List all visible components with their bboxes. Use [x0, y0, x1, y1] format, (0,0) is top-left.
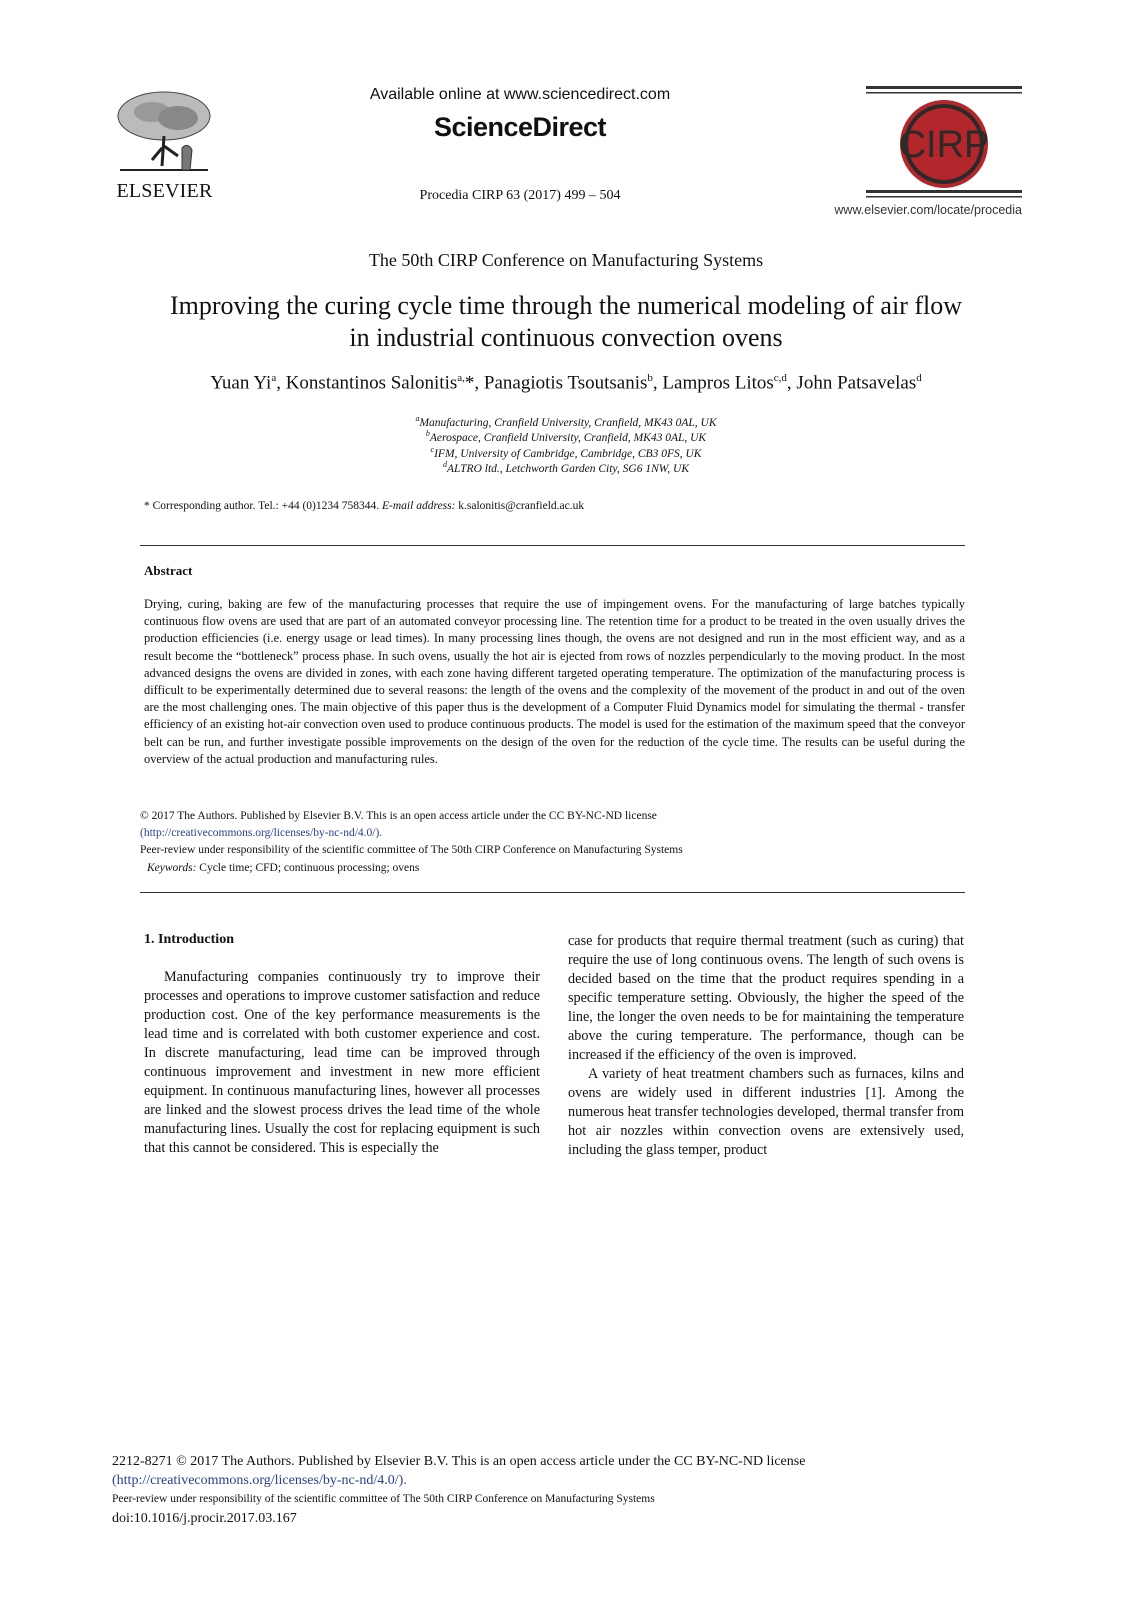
author-affil-sup: d — [916, 372, 922, 384]
affiliation — [0, 460, 1132, 475]
divider — [140, 545, 965, 546]
email-address[interactable]: k.salonitis@cranfield.ac.uk — [458, 500, 585, 512]
keywords-text: Cycle time; CFD; continuous processing; ovens — [199, 862, 420, 874]
abstract-heading: Abstract — [144, 563, 193, 578]
author-affil-sup: a, — [457, 372, 465, 384]
email-label: E-mail address: — [382, 500, 456, 512]
footer-license-link[interactable]: (http://creativecommons.org/licenses/by-nc-nd/4.0/). — [112, 1473, 407, 1488]
author-separator: , — [786, 372, 797, 394]
affiliation — [0, 414, 1132, 429]
body-column-right — [568, 932, 964, 1160]
affiliation — [0, 445, 1132, 460]
author-affil-sup: a — [271, 372, 277, 384]
title-line-2: in industrial continuous convection ovens — [349, 323, 783, 352]
cirp-logo — [866, 86, 1022, 202]
page-footer — [112, 1452, 1012, 1528]
author-name: Konstantinos Salonitis — [285, 372, 458, 394]
author-affil-sup: b — [647, 372, 653, 384]
author-name: Panagiotis Tsoutsanis — [483, 372, 648, 394]
affiliation-sup: c — [430, 445, 435, 454]
copyright-line: © 2017 The Authors. Published by Elsevier B.V. This is an open access article under the CC BY-NC-ND license — [140, 810, 657, 822]
keywords-label: Keywords: — [147, 862, 197, 874]
paragraph: Manufacturing companies continuously try to improve their processes and operations to improve customer satisfaction and reduce production cost. One of the key performance measurements is the lead time and is correlated with both customer experience and cost. In discrete manufacturing, lead time can be improved through continuous improvement and investment in new more efficient equipment. In continuous manufacturing lines, however all processes are linked and the slowest process drives the lead time of the whole manufacturing lines. Usually the cost for replacing equipment is such that this cannot be considered. This is especially the — [144, 969, 540, 1156]
footer-copyright: 2212-8271 © 2017 The Authors. Published by Elsevier B.V. This is an open access article under the CC BY-NC-ND license — [112, 1454, 806, 1469]
title-line-1: Improving the curing cycle time through the numerical modeling of air flow — [169, 291, 963, 320]
license-link[interactable]: (http://creativecommons.org/licenses/by-nc-nd/4.0/). — [140, 827, 383, 839]
author-list — [100, 372, 1032, 394]
corresponding-star: * — [464, 372, 475, 394]
footer-peer-review: Peer-review under responsibility of the scientific committee of The 50th CIRP Conference on Manufacturing Systems — [112, 1493, 655, 1505]
journal-url-link[interactable]: www.elsevier.com/locate/procedia — [834, 203, 1022, 217]
affiliation-sup: d — [442, 460, 447, 469]
affiliation-text: Aerospace, Cranfield University, Cranfield, MK43 0AL, UK — [429, 431, 707, 444]
cirp-logo-text: CIRP — [898, 124, 990, 166]
paragraph: case for products that require thermal treatment (such as curing) that require the use of long continuous ovens. The length of such ovens is decided based on the time that the product requires spending in a specific temperature setting. Obviously, the higher the speed of the line, the longer the oven needs to be for maintaining the temperature above the curing temperature. The performance, though can be increased if the efficiency of the oven is improved. — [568, 933, 964, 1063]
author-separator: , — [474, 372, 484, 394]
author-name: Yuan Yi — [210, 372, 272, 394]
doi[interactable]: doi:10.1016/j.procir.2017.03.167 — [112, 1511, 297, 1526]
elsevier-wordmark: ELSEVIER — [116, 180, 213, 202]
divider — [140, 892, 965, 893]
peer-review-line: Peer-review under responsibility of the scientific committee of The 50th CIRP Conference on Manufacturing Systems — [140, 844, 683, 856]
sciencedirect-wordmark: ScienceDirect — [433, 112, 607, 142]
keywords — [147, 862, 419, 874]
available-online-text: Available online at www.sciencedirect.com — [369, 86, 671, 103]
corresponding-author-note — [144, 500, 584, 512]
author-separator: , — [652, 372, 663, 394]
affiliation-text: ALTRO ltd., Letchworth Garden City, SG6 1NW, UK — [446, 462, 690, 475]
author-separator: , — [276, 372, 286, 394]
conference-name: The 50th CIRP Conference on Manufacturing Systems — [368, 250, 764, 270]
paper-title — [130, 290, 1002, 354]
affiliation-text: IFM, University of Cambridge, Cambridge, CB3 0FS, UK — [434, 447, 702, 460]
section-heading: 1. Introduction — [144, 932, 234, 947]
affiliation-text: Manufacturing, Cranfield University, Cranfield, MK43 0AL, UK — [419, 416, 717, 429]
author-name: Lampros Litos — [662, 372, 774, 394]
paragraph: A variety of heat treatment chambers such as furnaces, kilns and ovens are widely used in different industries [1]. Among the numerous heat transfer technologies developed, thermal transfer from hot air nozzles within convection ovens are extensively used, including the glass temper, product — [568, 1066, 964, 1158]
affiliation-sup: b — [425, 429, 430, 438]
body-column-left — [144, 968, 540, 1158]
author-name: John Patsavelas — [796, 372, 917, 394]
corresponding-prefix: * Corresponding author. Tel.: +44 (0)1234 758344. — [144, 500, 380, 512]
journal-reference: Procedia CIRP 63 (2017) 499 – 504 — [419, 188, 621, 203]
abstract-body: Drying, curing, baking are few of the manufacturing processes that require the use of impingement ovens. For the manufacturing of large batches typically continuous flow ovens are used that are part of an automated conveyor processing line. The retention time for a product to be treated in the oven usually drives the production efficiencies (i.e. energy usage or lead times). In many processing lines though, the ovens are not designed and run in the most efficient way, and as a result become the “bottleneck” process phase. In such ovens, usually the hot air is ejected from rows of nozzles perpendicularly to the moving product. In the most advanced designs the ovens are divided in zones, with each zone having different targeted operating temperature. The optimization of the manufacturing process is difficult to be experimentally determined due to several reasons: the length of the ovens and the complexity of the movement of the product in and out of the oven are the most challenging ones. The main objective of this paper thus is the development of a Computer Fluid Dynamics model for simulating the thermal - transfer efficiency of an existing hot-air convection oven used to produce continuous products. The model is used for the estimation of the maximum speed that the conveyor belt can be run, and further investigate possible improvements on the design of the oven for the reduction of the cycle time. The results can be useful during the overview of the actual production and manufacturing rules. — [144, 597, 965, 766]
author-affil-sup: c,d — [773, 372, 787, 384]
affiliation-sup: a — [415, 414, 420, 423]
copyright-notice — [140, 808, 961, 859]
affiliation — [0, 429, 1132, 444]
